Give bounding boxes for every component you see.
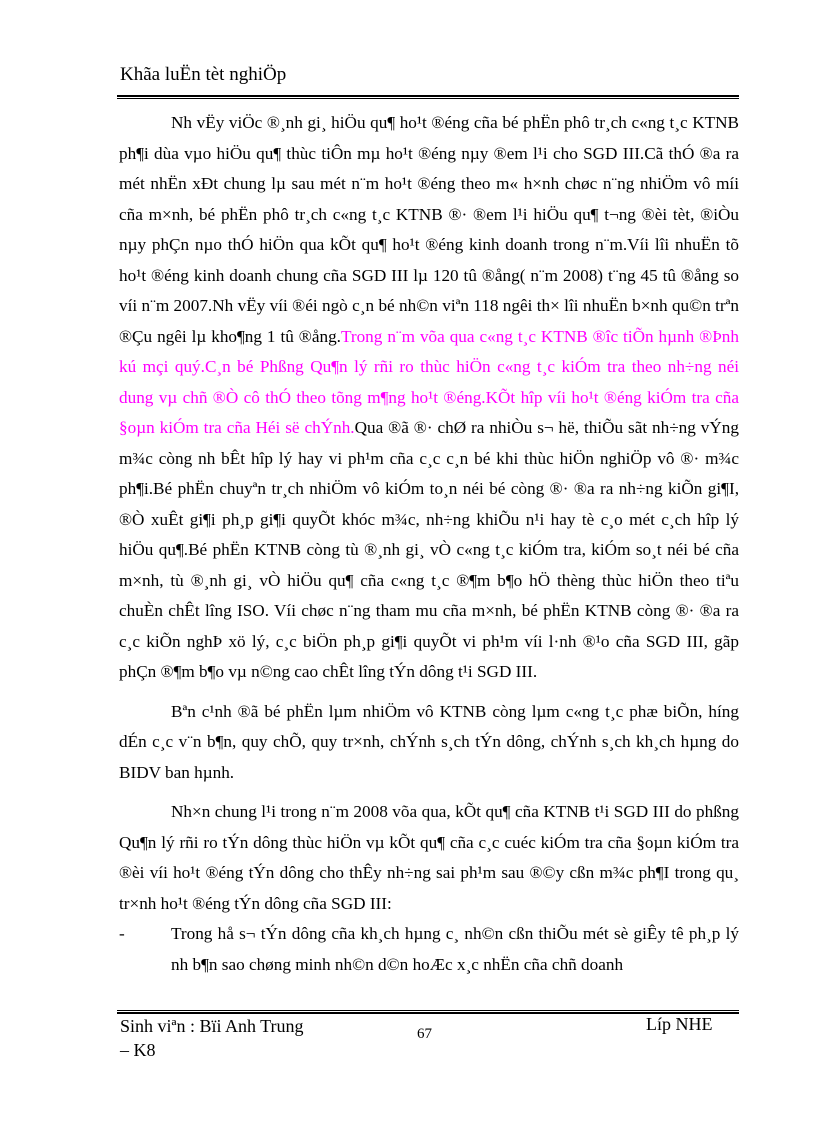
page-number: 67 [417,1026,432,1042]
page-header-title: Khãa luËn tèt nghiÖp [120,64,287,85]
header-rule [117,95,739,99]
paragraph-2: Bªn c¹nh ®ã bé phËn lµm nhiÖm vô KTNB còng lµm c«ng t¸c phæ biÕn, híng dÉn c¸c v¨n b¶n, quy chÕ, quy tr×nh, chÝnh s¸ch tÝn dông, chÝnh s¸ch kh¸ch hµng do BIDV ban hµnh. [119,701,739,782]
footer-student [120,1014,370,1062]
paragraph-1 [119,108,739,688]
footer-student-name: Sinh viªn : Bïi Anh Trung [120,1016,304,1036]
bullet-item [119,919,739,980]
bullet-dash: - [119,924,125,943]
paragraph-1-text-a: Nh vËy viÖc ®¸nh gi¸ hiÖu qu¶ ho¹t ®éng cña bé phËn phô tr¸ch c«ng t¸c KTNB ph¶i dùa vµo hiÖu qu¶ thùc tiÔn mµ ho¹t ®éng nµy ®em l¹i cho SGD III.Cã thÓ ®a ra mét nhËn xÐt chung lµ sau mét n¨m ho¹t ®éng theo m« h×nh chøc n¨ng nhiÖm vô míi cña m×nh, bé phËn phô tr¸ch c«ng t¸c KTNB ®· ®em l¹i hiÖu qu¶ t¬ng ®èi tèt, ®iÒu nµy phÇn nµo thÓ hiÖn qua kÕt qu¶ ho¹t ®éng kinh doanh trong n¨m.Víi lîi nhuËn tõ ho¹t ®éng kinh doanh chung cña SGD III lµ 120 tû ®ång( n¨m 2008) t¨ng 45 tû ®ång so víi n¨m 2007.Nh vËy víi ®éi ngò c¸n bé nh©n viªn 118 ngêi th× lîi nhuËn b×nh qu©n trªn ®Çu ngêi lµ kho¶ng 1 tû ®ång. [119,113,739,346]
document-body [119,108,739,980]
paragraph-3: Nh×n chung l¹i trong n¨m 2008 võa qua, kÕt qu¶ cña KTNB t¹i SGD III do phßng Qu¶n lý rñi ro tÝn dông thùc hiÖn vµ kÕt qu¶ cña c¸c cuéc kiÓm tra cña §oµn kiÓm tra ®èi víi ho¹t ®éng tÝn dông cho thÊy nh÷ng sai ph¹m sau ®©y cßn m¾c ph¶I trong qu¸ tr×nh ho¹t ®éng tÝn dông cña SGD III: [119,802,739,913]
paragraph-1-text-b: Qua ®ã ®· chØ ra nhiÒu s¬ hë, thiÕu sãt nh÷ng vÝng m¾c còng nh bÊt hîp lý hay vi ph¹m cña c¸c c¸n bé khi thùc hiÖn nghiÖp vô ®· m¾c ph¶i.Bé phËn chuyªn tr¸ch nhiÖm vô kiÓm to¸n néi bé còng ®· ®a ra nh÷ng kiÕn gi¶I, ®Ò xuÊt gi¶i ph¸p gi¶i quyÕt khóc m¾c, nh÷ng khiÕu n¹i hay tè c¸o mét c¸ch hîp lý hiÖu qu¶.Bé phËn KTNB còng tù ®¸nh gi¸ vÒ c«ng t¸c kiÓm tra, kiÓm so¸t néi bé cña m×nh, tù ®¸nh gi¸ vÒ hiÖu qu¶ cña c«ng t¸c ®¶m b¶o hÖ thèng thùc hiÖn theo tiªu chuÈn chÊt lîng ISO. Víi chøc n¨ng tham mu cña m×nh, bé phËn KTNB còng ®· ®a ra c¸c kiÕn nghÞ xö lý, c¸c biÖn ph¸p gi¶i quyÕt vi ph¹m víi l·nh ®¹o cña SGD III, gãp phÇn ®¶m b¶o vµ n©ng cao chÊt lîng tÝn dông t¹i SGD III. [119,418,739,681]
bullet-text: Trong hå s¬ tÝn dông cña kh¸ch hµng c¸ nh©n cßn thiÕu mét sè giÊy tê ph¸p lý nh b¶n sao chøng minh nh©n d©n hoÆc x¸c nhËn cña chñ doanh [171,924,739,974]
paragraph-1-highlighted-text: Trong n¨m võa qua c«ng t¸c KTNB ®îc tiÕn hµnh ®Þnh kú mçi quý.C¸n bé Phßng Qu¶n lý rñi ro thùc hiÖn c«ng t¸c kiÓm tra theo nh÷ng néi dung vµ chñ ®Ò cô thÓ theo tõng m¶ng ho¹t ®éng.KÕt hîp víi ho¹t ®éng kiÓm tra cña §oµn kiÓm tra cña Héi së chÝnh. [119,326,739,437]
footer-class: Líp NHE [646,1014,713,1034]
footer-student-cohort: – K8 [120,1040,156,1060]
